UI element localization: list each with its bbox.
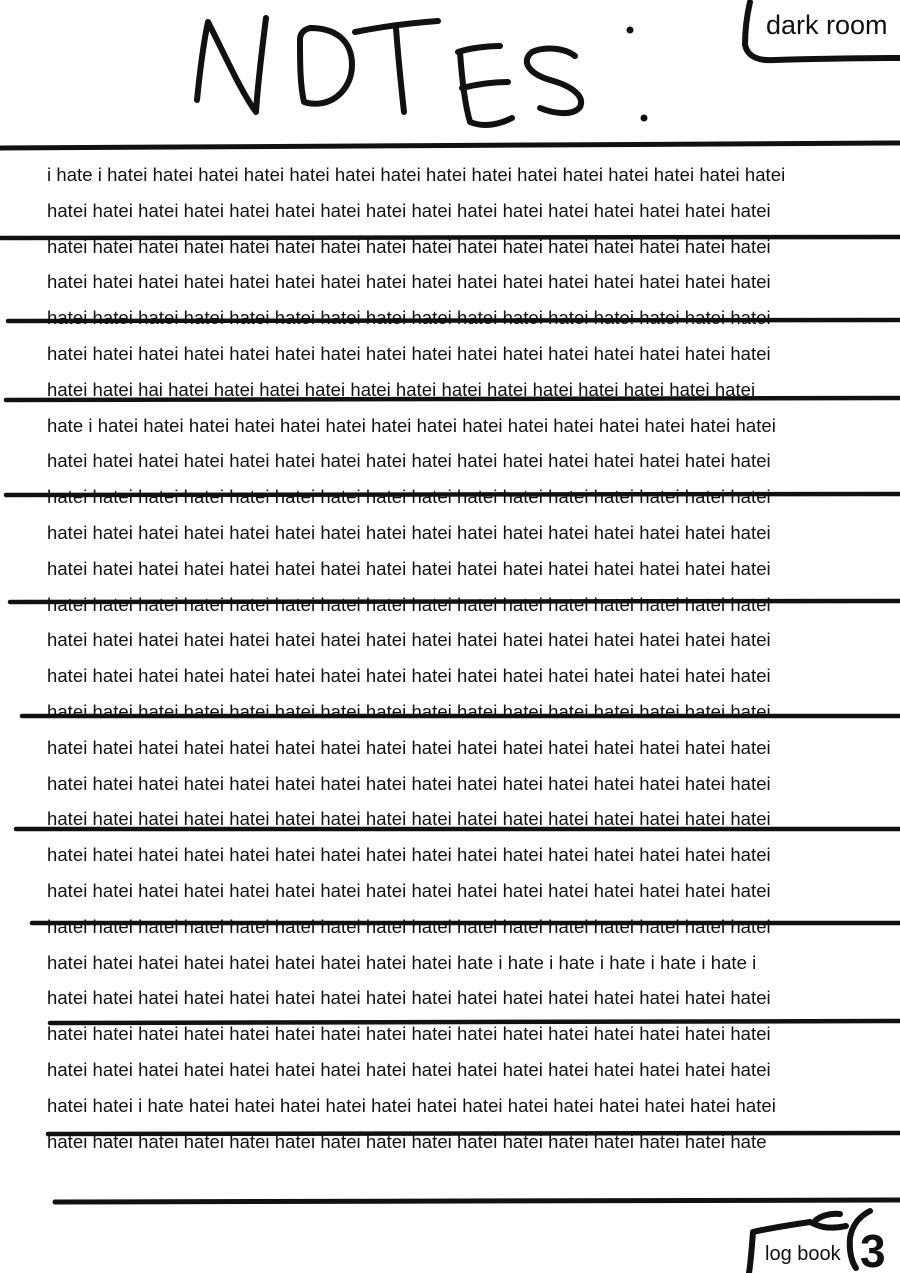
note-line: hate i hatei hatei hatei hatei hatei hatei hatei hatei hatei hatei hatei hatei hatei hatei hatei [47, 414, 776, 436]
note-line: hatei hatei hatei hatei hatei hatei hatei hatei hatei hatei hatei hatei hatei hatei hatei hate [47, 1130, 767, 1152]
note-line: hatei hatei hatei hatei hatei hatei hatei hatei hatei hatei hatei hatei hatei hatei hatei hatei [47, 271, 771, 293]
note-line: hatei hatei hatei hatei hatei hatei hatei hatei hatei hatei hatei hatei hatei hatei hatei hatei [47, 772, 771, 794]
note-line: hatei hatei hatei hatei hatei hatei hatei hatei hatei hatei hatei hatei hatei hatei hatei hatei [47, 450, 771, 472]
note-line: hatei hatei hatei hatei hatei hatei hatei hatei hatei hatei hatei hatei hatei hatei hatei hatei [47, 1058, 771, 1080]
note-line: hatei hatei hatei hatei hatei hatei hatei hatei hatei hatei hatei hatei hatei hatei hatei hatei [47, 879, 771, 901]
footer-tab-top [815, 1214, 840, 1221]
note-line: hatei hatei hatei hatei hatei hatei hatei hatei hatei hatei hatei hatei hatei hatei hatei hatei [47, 665, 771, 687]
note-line: hatei hatei hatei hatei hatei hatei hatei hatei hatei hatei hatei hatei hatei hatei hatei hatei [47, 307, 771, 329]
note-line: hatei hatei hatei hatei hatei hatei hatei hatei hatei hatei hatei hatei hatei hatei hatei hatei [47, 486, 771, 508]
title-letter-n [197, 18, 266, 112]
note-line: hatei hatei hatei hatei hatei hatei hatei hatei hatei hatei hatei hatei hatei hatei hatei hatei [47, 1023, 771, 1045]
note-line: hatei hatei hatei hatei hatei hatei hatei hatei hatei hatei hatei hatei hatei hatei hatei hatei [47, 736, 771, 758]
note-line: hatei hatei hatei hatei hatei hatei hatei hatei hatei hatei hatei hatei hatei hatei hatei hatei [47, 844, 771, 866]
title-letter-t [355, 21, 438, 112]
note-line: hatei hatei hatei hatei hatei hatei hatei hatei hatei hatei hatei hatei hatei hatei hatei hatei [47, 593, 771, 615]
title-letter-e [458, 46, 512, 125]
page-number: 3 [860, 1225, 886, 1273]
note-line: hatei hatei hatei hatei hatei hatei hatei hatei hatei hatei hatei hatei hatei hatei hatei hatei [47, 808, 771, 830]
footer-tab-label: log book [765, 1243, 841, 1265]
note-line: hatei hatei hai hatei hatei hatei hatei hatei hatei hatei hatei hatei hatei hatei hatei hatei [47, 378, 756, 400]
note-line: hatei hatei hatei hatei hatei hatei hatei hatei hatei hatei hatei hatei hatei hatei hatei hatei [47, 342, 771, 364]
note-line: hatei hatei hatei hatei hatei hatei hatei hatei hatei hatei hatei hatei hatei hatei hatei hatei [47, 915, 771, 937]
title-colon-dot-bottom [641, 115, 648, 122]
header-tab-label: dark room [766, 10, 888, 40]
note-line: hatei hatei hatei hatei hatei hatei hatei hatei hatei hate i hate i hate i hate i hate i hate i [47, 951, 757, 973]
notes-body [47, 157, 847, 1159]
note-line: hatei hatei hatei hatei hatei hatei hatei hatei hatei hatei hatei hatei hatei hatei hatei hatei [47, 235, 771, 257]
note-line: hatei hatei hatei hatei hatei hatei hatei hatei hatei hatei hatei hatei hatei hatei hatei hatei [47, 521, 771, 543]
note-line: hatei hatei hatei hatei hatei hatei hatei hatei hatei hatei hatei hatei hatei hatei hatei hatei [47, 199, 771, 221]
note-line: hatei hatei hatei hatei hatei hatei hatei hatei hatei hatei hatei hatei hatei hatei hatei hatei [47, 629, 771, 651]
note-line: hatei hatei hatei hatei hatei hatei hatei hatei hatei hatei hatei hatei hatei hatei hatei hatei [47, 987, 771, 1009]
note-line: hatei hatei hatei hatei hatei hatei hatei hatei hatei hatei hatei hatei hatei hatei hatei hatei [47, 557, 771, 579]
title-colon-dot-top [627, 27, 634, 34]
title-letter-o [300, 28, 352, 104]
note-line: hatei hatei i hate hatei hatei hatei hatei hatei hatei hatei hatei hatei hatei hatei hatei hatei [47, 1094, 776, 1116]
note-line: i hate i hatei hatei hatei hatei hatei hatei hatei hatei hatei hatei hatei hatei hatei hatei hatei [47, 164, 786, 185]
note-line: hatei hatei hatei hatei hatei hatei hatei hatei hatei hatei hatei hatei hatei hatei hatei hatei [47, 700, 771, 722]
title-letter-s [527, 49, 581, 114]
